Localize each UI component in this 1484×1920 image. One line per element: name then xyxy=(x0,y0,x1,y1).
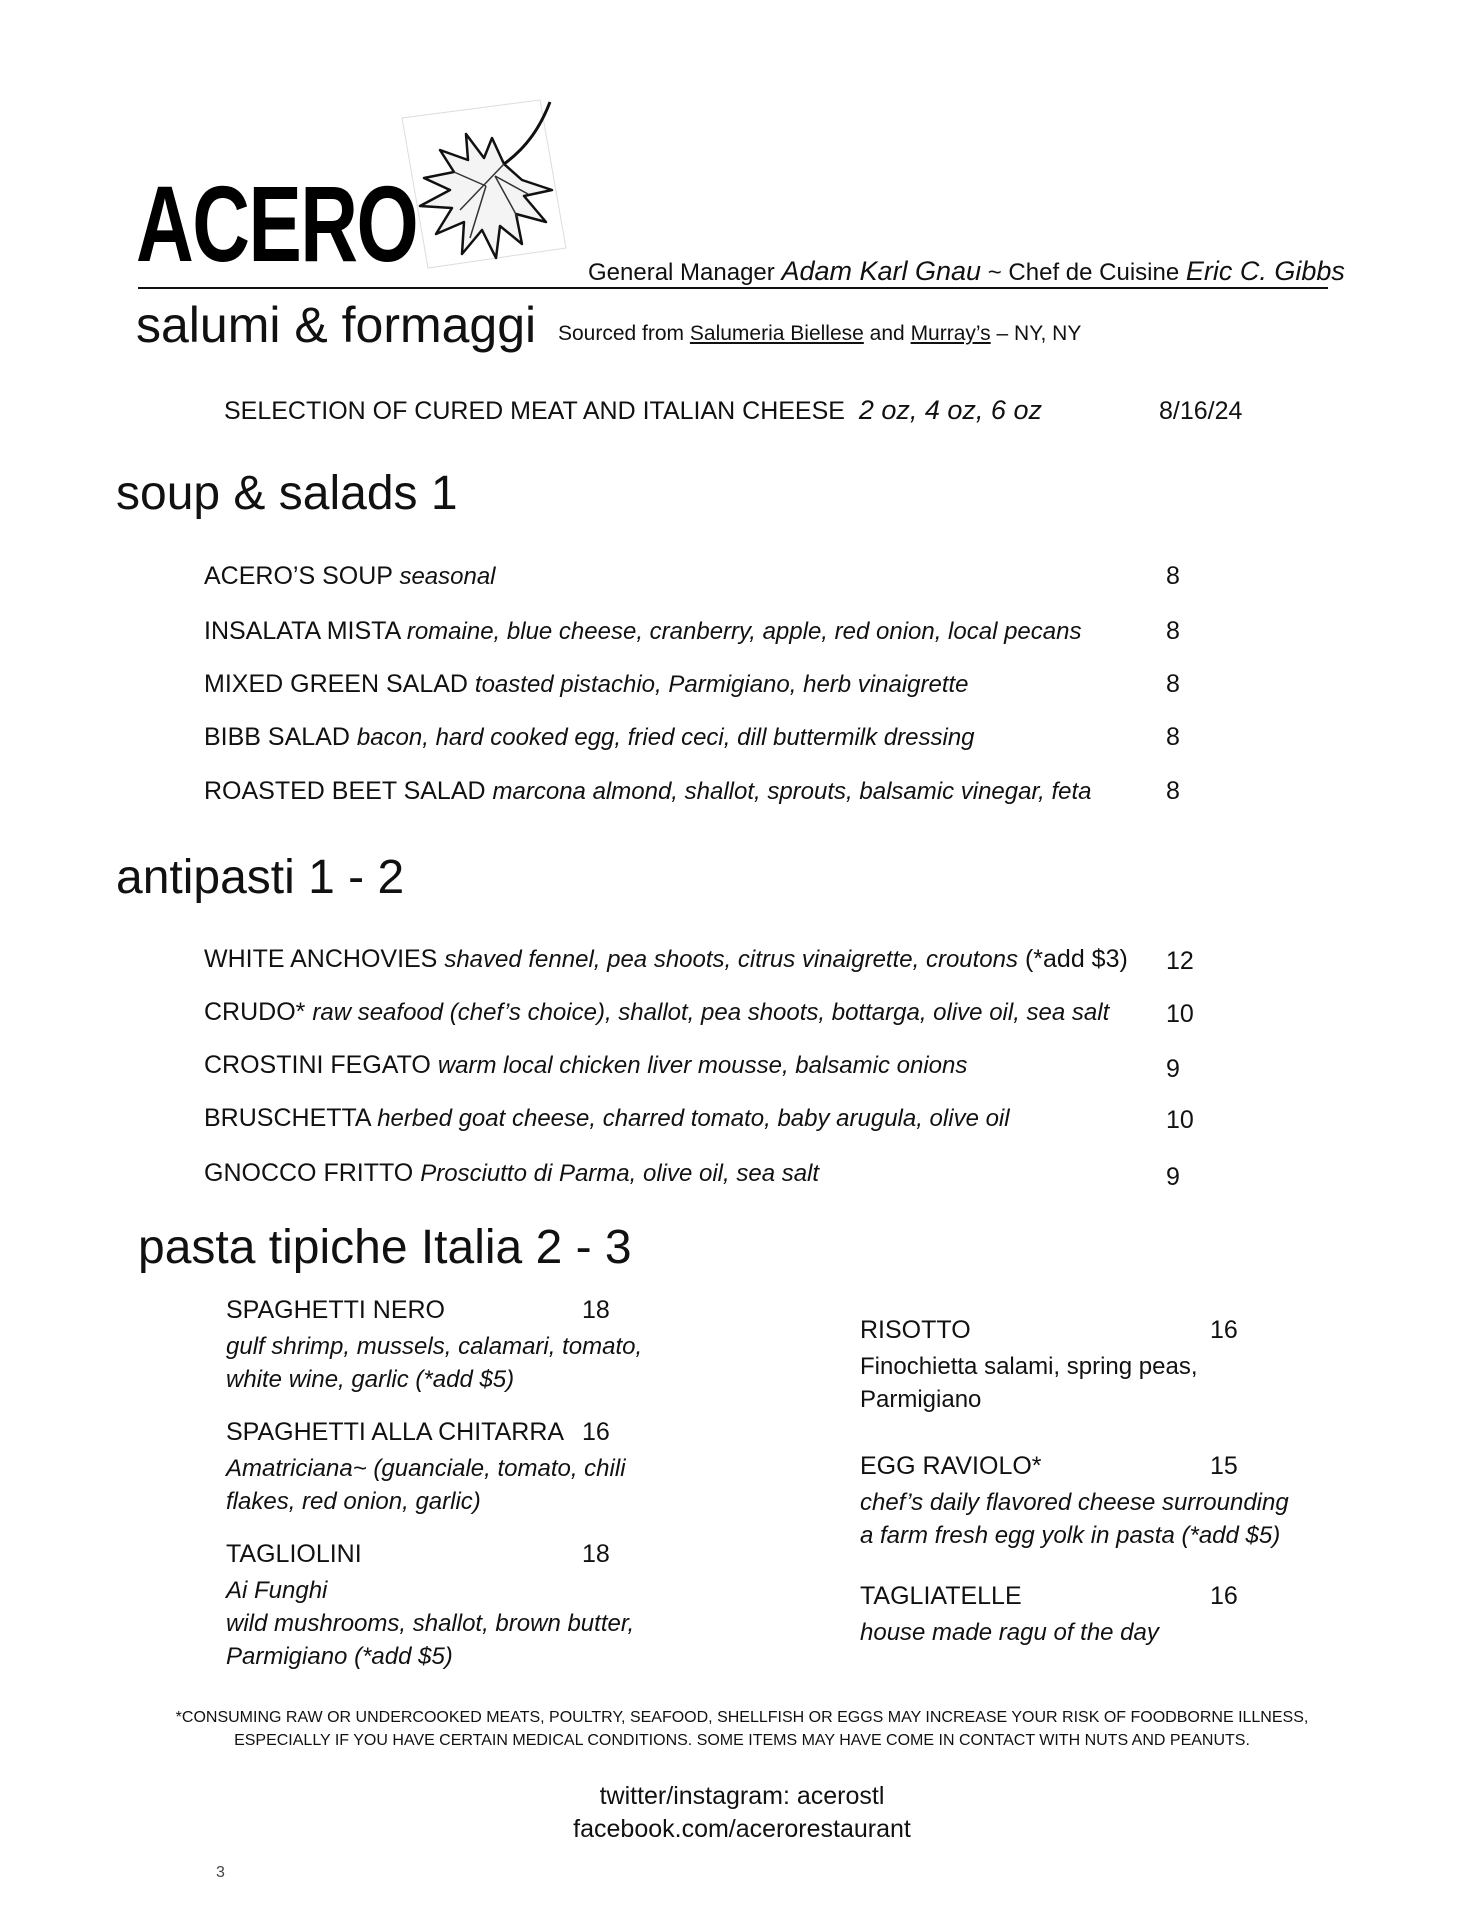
sourced-line xyxy=(558,322,1081,346)
chef-label: Chef de Cuisine xyxy=(1008,259,1180,286)
salumi-title: salumi & formaggi xyxy=(136,297,537,353)
header-divider xyxy=(138,287,1328,289)
pasta-item-header xyxy=(226,1418,746,1452)
menu-item xyxy=(204,1159,819,1188)
source-link-biellese: Salumeria Biellese xyxy=(689,322,864,345)
item-price: 9 xyxy=(1166,1163,1180,1191)
menu-item xyxy=(204,1104,1010,1133)
health-disclaimer xyxy=(0,1706,1484,1752)
pasta-name: TAGLIATELLE xyxy=(860,1582,1022,1610)
item-surcharge: (*add $3) xyxy=(1024,945,1128,973)
section-title-soup-salads: soup & salads 1 xyxy=(116,467,458,520)
pasta-item xyxy=(226,1418,746,1518)
pasta-description: Amatriciana~ (guanciale, tomato, chili xyxy=(226,1455,626,1482)
social-twitter-instagram[interactable]: twitter/instagram: acerostl xyxy=(599,1782,885,1810)
pasta-item xyxy=(226,1540,746,1673)
separator: ~ xyxy=(987,259,1002,286)
item-price: 9 xyxy=(1166,1055,1180,1083)
item-name: BRUSCHETTA xyxy=(204,1104,371,1132)
item-name: GNOCCO FRITTO xyxy=(204,1159,414,1187)
pasta-description: Finochietta salami, spring peas, xyxy=(860,1353,1198,1380)
social-links xyxy=(0,1780,1484,1846)
cured-selection-label: SELECTION OF CURED MEAT AND ITALIAN CHEESE xyxy=(224,397,845,425)
pasta-item xyxy=(860,1452,1420,1552)
pasta-description: gulf shrimp, mussels, calamari, tomato, xyxy=(226,1333,643,1360)
item-name: ROASTED BEET SALAD xyxy=(204,777,486,805)
gm-name: Adam Karl Gnau xyxy=(781,256,982,286)
pasta-description: chef’s daily flavored cheese surrounding xyxy=(860,1489,1289,1516)
menu-item xyxy=(204,998,1109,1027)
pasta-price: 16 xyxy=(582,1418,610,1446)
disclaimer-line-2: ESPECIALLY IF YOU HAVE CERTAIN MEDICAL CONDITIONS. SOME ITEMS MAY HAVE COME IN CONTACT WITH NUTS AND PEANUTS. xyxy=(234,1732,1250,1749)
item-description: Prosciutto di Parma, olive oil, sea salt xyxy=(420,1160,820,1187)
maple-leaf-icon xyxy=(400,98,568,280)
item-description: herbed goat cheese, charred tomato, baby arugula, olive oil xyxy=(377,1105,1010,1132)
item-name: MIXED GREEN SALAD xyxy=(204,670,468,698)
menu-date: 8/16/24 xyxy=(1159,397,1243,425)
pasta-item-header xyxy=(860,1452,1420,1486)
pasta-name: SPAGHETTI ALLA CHITARRA xyxy=(226,1418,565,1446)
pasta-price: 16 xyxy=(1210,1316,1238,1344)
pasta-description: house made ragu of the day xyxy=(860,1619,1159,1646)
section-title-pasta: pasta tipiche Italia 2 - 3 xyxy=(138,1221,632,1274)
item-price: 8 xyxy=(1166,723,1180,751)
item-description: romaine, blue cheese, cranberry, apple, red onion, local pecans xyxy=(406,618,1082,645)
sourced-and: and xyxy=(869,322,905,345)
item-price: 8 xyxy=(1166,670,1180,698)
item-description: raw seafood (chef’s choice), shallot, pea shoots, bottarga, olive oil, sea salt xyxy=(312,999,1110,1026)
item-description: shaved fennel, pea shoots, citrus vinaigrette, croutons xyxy=(444,946,1018,973)
chef-name: Eric C. Gibbs xyxy=(1185,256,1345,286)
pasta-name: RISOTTO xyxy=(860,1316,971,1344)
pasta-name: TAGLIOLINI xyxy=(226,1540,362,1568)
pasta-description: Parmigiano (*add $5) xyxy=(226,1643,453,1670)
item-name: INSALATA MISTA xyxy=(204,617,400,645)
staff-credits xyxy=(588,256,1345,287)
item-name: ACERO’S SOUP xyxy=(204,562,393,590)
pasta-item xyxy=(226,1296,746,1396)
section-title-antipasti: antipasti 1 - 2 xyxy=(116,851,405,904)
menu-item xyxy=(204,562,496,591)
item-name: WHITE ANCHOVIES xyxy=(204,945,438,973)
source-link-murrays: Murray’s xyxy=(910,322,991,345)
pasta-item-header xyxy=(226,1540,746,1574)
social-facebook[interactable]: facebook.com/acerorestaurant xyxy=(573,1815,911,1843)
pasta-description: wild mushrooms, shallot, brown butter, xyxy=(226,1610,635,1637)
pasta-description: white wine, garlic (*add $5) xyxy=(226,1366,515,1393)
item-description: bacon, hard cooked egg, fried ceci, dill buttermilk dressing xyxy=(356,724,975,751)
item-description: marcona almond, shallot, sprouts, balsamic vinegar, feta xyxy=(492,778,1092,805)
item-price: 12 xyxy=(1166,947,1194,975)
item-price: 8 xyxy=(1166,617,1180,645)
pasta-price: 18 xyxy=(582,1296,610,1324)
item-description: seasonal xyxy=(399,563,496,590)
pasta-item-header xyxy=(860,1582,1420,1616)
item-price: 10 xyxy=(1166,1106,1194,1134)
item-name: BIBB SALAD xyxy=(204,723,350,751)
pasta-description: Parmigiano xyxy=(860,1386,982,1413)
sourced-prefix: Sourced from xyxy=(558,322,685,345)
cured-selection xyxy=(224,395,1042,426)
item-price: 8 xyxy=(1166,562,1180,590)
pasta-left-column xyxy=(226,1296,746,1673)
item-description: toasted pistachio, Parmigiano, herb vinaigrette xyxy=(474,671,969,698)
item-description: warm local chicken liver mousse, balsamic onions xyxy=(437,1052,968,1079)
pasta-right-column xyxy=(860,1316,1420,1649)
menu-item xyxy=(204,945,1128,974)
menu-item xyxy=(204,617,1081,646)
item-price: 10 xyxy=(1166,1000,1194,1028)
disclaimer-line-1: *CONSUMING RAW OR UNDERCOOKED MEATS, POULTRY, SEAFOOD, SHELLFISH OR EGGS MAY INCREASE YOUR RISK OF FOODBORNE ILLNESS, xyxy=(175,1709,1309,1726)
pasta-item-header xyxy=(860,1316,1420,1350)
pasta-price: 15 xyxy=(1210,1452,1238,1480)
pasta-description: a farm fresh egg yolk in pasta (*add $5) xyxy=(860,1522,1281,1549)
pasta-item xyxy=(860,1316,1420,1416)
sourced-location: – NY, NY xyxy=(996,322,1082,345)
gm-label: General Manager xyxy=(588,259,775,286)
menu-item xyxy=(204,777,1092,806)
pasta-description: Ai Funghi xyxy=(226,1577,328,1604)
pasta-item xyxy=(860,1582,1420,1649)
page-number: 3 xyxy=(216,1864,225,1881)
pasta-name: SPAGHETTI NERO xyxy=(226,1296,446,1324)
menu-item xyxy=(204,1051,967,1080)
pasta-price: 16 xyxy=(1210,1582,1238,1610)
item-price: 8 xyxy=(1166,777,1180,805)
menu-item xyxy=(204,723,975,752)
pasta-name: EGG RAVIOLO* xyxy=(860,1452,1042,1480)
restaurant-logo-text: ACERO xyxy=(136,163,418,284)
pasta-price: 18 xyxy=(582,1540,610,1568)
item-name: CROSTINI FEGATO xyxy=(204,1051,431,1079)
item-name: CRUDO* xyxy=(204,998,306,1026)
pasta-description: flakes, red onion, garlic) xyxy=(226,1488,481,1515)
menu-item xyxy=(204,670,969,699)
cured-sizes: 2 oz, 4 oz, 6 oz xyxy=(858,395,1042,425)
pasta-item-header xyxy=(226,1296,746,1330)
